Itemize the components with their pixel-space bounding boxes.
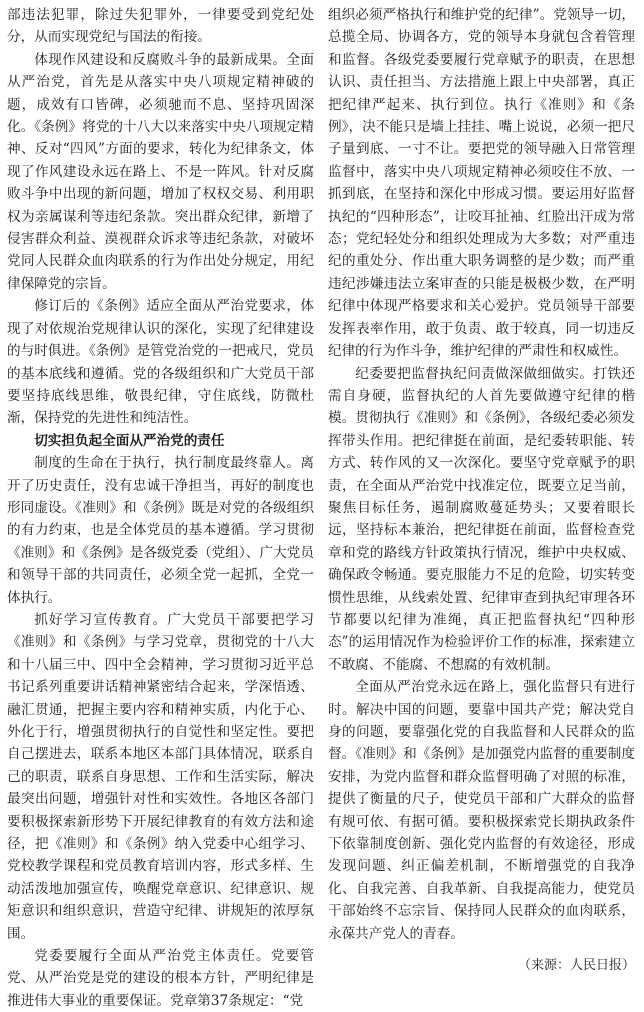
left-column: [7, 4, 314, 1009]
section-heading: 切实担负起全面从严治党的责任: [34, 432, 225, 449]
source-credit: （来源：人民日报）: [517, 958, 635, 974]
left-column-paragraph: 体现作风建设和反腐败斗争的最新成果。全面从严治党，首先是从落实中央八项规定精神破的题，成效有口皆碑，必须驰而不息、坚持巩固深化。《条例》将党的十八大以来落实中央八项规定精神、反对“四风”方面的要求，转化为纪律条文，体现了作风建设永远在路上、不是一阵风。针对反腐败斗争中出现的新问题，增加了权权交易、利用职权为亲属谋利等违纪条款。突出群众纪律，新增了侵害群众利益、漠视群众诉求等违纪条款，对破坏党同人民群众血肉联系的行为作出处分规定，用纪律保障党的宗旨。: [7, 51, 314, 292]
left-column-paragraph: 党委要履行全面从严治党主体责任。党要管党、从严治党是党的建设的根本方针，严明纪律是推进伟大事业的重要保证。党章第37条规定：“党: [7, 948, 314, 1009]
left-column-paragraph: 制度的生命在于执行，执行制度最终靠人。离开了历史责任，没有忠诚干净担当，再好的制度也形同虚设。《准则》和《条例》既是对党的各级组织的有力约束，也是全体党员的基本遵循。学习贯彻《准则》和《条例》是各级党委（党组）、广大党员和领导干部的共同责任，必须全党一起抓，全党一体执行。: [7, 455, 314, 606]
left-column-paragraph: 修订后的《条例》适应全面从严治党要求，体现了对依规治党规律认识的深化，实现了纪律建设的与时俱进。《条例》是管党治党的一把戒尺，党员的基本底线和遵循。党的各级组织和广大党员干部要坚持底线思维，敬畏纪律，守住底线，防微杜渐，保持党的先进性和纯洁性。: [7, 298, 314, 427]
right-column-paragraph: 全面从严治党永远在路上，强化监督只有进行时。解决中国的问题，要靠中国共产党；解决党自身的问题，要靠强化党的自我监督和人民群众的监督。《准则》和《条例》是加强党内监督的重要制度安排，为党内监督和群众监督明确了对照的标准，提供了衡量的尺子，使党员干部和广大群众的监督有规可依、有据可循。要积极探索党长期执政条件下依靠制度创新、强化党内监督的有效途径，形成发现问题、纠正偏差机制，不断增强党的自我净化、自我完善、自我革新、自我提高能力，使党员干部始终不忘宗旨、保持同人民群众的血肉联系，永葆共产党人的青春。: [328, 679, 635, 942]
right-column-paragraph: 组织必须严格执行和维护党的纪律”。党领导一切，总揽全局、协调各方，党的领导本身就包含着管理和监督。各级党委要履行党章赋予的职责，在思想认识、责任担当、方法措施上跟上中央部署，真正把纪律严起来、执行到位。执行《准则》和《条例》，决不能只是墙上挂挂、嘴上说说，必须一把尺子量到底、一寸不让。要把党的领导融入日常管理监督中，落实中央八项规定精神必须咬住不放、一抓到底，在坚持和深化中形成习惯。要运用好监督执纪的“四种形态”，让咬耳扯袖、红脸出汗成为常态；党纪轻处分和组织处理成为大多数；对严重违纪的重处分、作出重大职务调整的是少数；而严重违纪涉嫌违法立案审查的只能是极极少数，在严明纪律中体现严格要求和关心爱护。党员领导干部要发挥表率作用，敢于负责、敢于较真，同一切违反纪律的行为作斗争，维护纪律的严肃性和权威性。: [328, 7, 635, 360]
right-column: [328, 4, 635, 974]
left-column-paragraph: 抓好学习宣传教育。广大党员干部要把学习《准则》和《条例》与学习党章，贯彻党的十八大和十八届三中、四中全会精神，学习贯彻习近平总书记系列重要讲话精神紧密结合起来，学深悟透、融汇贯通，把握主要内容和精神实质，内化于心、外化于行，增强贯彻执行的自觉性和坚定性。要把自己摆进去，联系本地区本部门具体情况，联系自己的职责，联系自身思想、工作和生活实际，解决最突出问题，增强针对性和实效性。各地区各部门要积极探索新形势下开展纪律教育的有效方法和途径，把《准则》和《条例》纳入党委中心组学习、党校教学课程和党员教育培训内容，形式多样、生动活泼地加强宣传，唤醒党章意识、纪律意识、规矩意识和组织意识，营造守纪律、讲规矩的浓厚氛围。: [7, 611, 314, 942]
right-column-paragraph: 纪委要把监督执纪问责做深做细做实。打铁还需自身硬，监督执纪的人首先要做遵守纪律的楷模。贯彻执行《准则》和《条例》，各级纪委必须发挥带头作用。把纪律挺在前面，是纪委转职能、转方式、转作风的又一次深化。要坚守党章赋予的职责，在全面从严治党中找准定位，既要立足当前，聚焦目标任务，遏制腐败蔓延势头；又要着眼长远，坚持标本兼治，把纪律挺在前面，监督检查党章和党的路线方针政策执行情况，维护中央权威、确保政令畅通。要克服能力不足的危险，切实转变惯性思维，从线索处置、纪律审查到执纪审理各环节都要以纪律为准绳，真正把监督执纪“四种形态”的运用情况作为检验评价工作的标准，探索建立不敢腐、不能腐、不想腐的有效机制。: [328, 365, 635, 673]
left-column-paragraph: 部违法犯罪，除过失犯罪外，一律要受到党纪处分，从而实现党纪与国法的衔接。: [7, 7, 314, 46]
